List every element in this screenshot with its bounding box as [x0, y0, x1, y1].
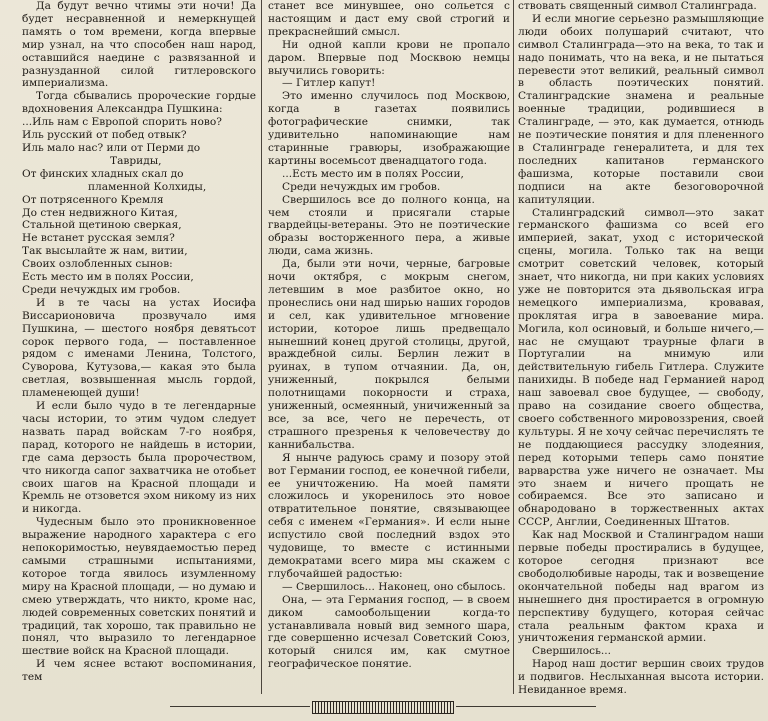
verse-line: Стальной щетиною сверкая, [22, 219, 182, 232]
verse-line: До стен недвижного Китая, [22, 206, 178, 219]
verse-line: От финских хладных скал до [22, 167, 184, 180]
article-column-2 [268, 0, 510, 696]
verse-line: От потрясенного Кремля [22, 193, 164, 206]
article-column-3 [518, 0, 764, 696]
ornament-rule [456, 706, 596, 707]
end-ornament [0, 700, 768, 714]
paragraph: Свершилось... [532, 645, 611, 658]
paragraph: И если было чудо в те легендарные часы истории, то этим чудом следует назвать парад войскам 7-го ноября, парад, которого не найдешь в истории, где сама дерзость была пророчеством, что никогда сапог захватчика не отобьет своих шагов на Красной площади и Кремль не отзовется эхом никому из них и никогда. [22, 400, 256, 516]
article-column-1 [22, 0, 256, 696]
paragraph: Она, — эта Германия господ, — в своем диком самообольщении когда-то устанавливала новый вид земного шара, где совершенно исчезал Советский Союз, который снился им, как смутное географическое понятие. [268, 593, 510, 671]
ornament-rule [170, 706, 310, 707]
paragraph: Свершилось все до полного конца, на чем стояли и присягали старые гвардейцы-ветераны. Это не поэтические образы восторженного пера, а живые люди, сама жизнь. [268, 193, 510, 258]
verse-line: пламенной Колхиды, [88, 180, 207, 193]
verse-line: Своих озлобленных сынов: [22, 258, 173, 271]
ornament-band [312, 701, 454, 714]
quote-line: — Гитлер капут! [282, 77, 376, 90]
verse-line: ...Иль нам с Европой спорить ново? [22, 116, 222, 129]
paragraph: — Свершилось... Наконец, оно сбылось. [282, 580, 506, 593]
verse-line: Не встанет русская земля? [22, 232, 175, 245]
paragraph: И чем яснее встают воспоминания, тем [22, 658, 256, 684]
column-rule [513, 0, 514, 694]
paragraph: ствовать священный символ Сталинграда. [518, 0, 757, 12]
verse-line: Так высылайте ж нам, витии, [22, 245, 188, 258]
verse-line: Иль русский от побед отвык? [22, 129, 187, 142]
pushkin-verse [22, 116, 256, 297]
paragraph: Тогда сбывались пророческие гордые вдохновения Александра Пушкина: [22, 90, 256, 116]
paragraph: Чудесным было это проникновенное выражение народного характера с его непокоримостью, неувядаемостью перед самыми страшными испытаниями, которое тогда явилось изумленному миру на Красной площади, — но думаю и смею утверждать, что никто, кроме нас, людей современных советских понятий и традиций, так хорошо, так правильно не понял, что выразило то легендарное шествие войск на Красной площади. [22, 516, 256, 658]
paragraph: И в те часы на устах Иосифа Виссарионовича прозвучало имя Пушкина, — шестого ноября девятьсот сорок первого года, — поставленное рядом с именами Ленина, Толстого, Суворова, Кутузова,— какая это была светлая, возвышенная мысль гордой, пламенеющей души! [22, 296, 256, 400]
paragraph: Ни одной капли крови не пропало даром. Впервые под Москвою немцы выучились говорить: [268, 38, 510, 77]
paragraph: Сталинградский символ—это закат германского фашизма со всей его империей, закат, уход с исторической сцены, могила. Только так на вещи смотрит советский человек, который знает, что никогда, ни при каких условиях уже не повторится эта дьявольская игра немецкого империализма, кровавая, проклятая игра в завоевание мира. Могила, кол осиновый, и больше ничего,—нас не смущают траурные флаги в Португалии на мнимую или действительную гибель Гитлера. Служите панихиды. В победе над Германией народ наш завоевал свое будущее, — свободу, право на созидание своего общества, своего собственного мировоззрения, своей культуры. Я не хочу сейчас перечислять те не поддающиеся рассудку злодеяния, перед которыми теперь само понятие варварства уже ничего не означает. Мы это знаем и ничего прощать не собираемся. Все это записано и обнародовано в торжественных актах СССР, Англии, Соединенных Штатов. [518, 206, 764, 529]
verse-line: Тавриды, [110, 154, 162, 167]
paragraph: Да будут вечно чтимы эти ночи! Да будет несравненной и немеркнущей память о том времени, когда впервые мир узнал, на что способен наш народ, оставшийся наедине с развязанной и разнузданной силой гитлеровского империализма. [22, 0, 256, 90]
paragraph: Это именно случилось под Москвою, когда в газетах появились фотографические снимки, так удивительно напоминающие нам старинные гравюры, изображающие картины восемьсот двенадцатого года. [268, 90, 510, 167]
verse-line: Среди нечуждых им гробов. [22, 283, 181, 296]
paragraph: станет все минувшее, оно сольется с настоящим и даст ему свой строгий и прекраснейший смысл. [268, 0, 510, 38]
column-rule [261, 0, 262, 694]
verse-line: Есть место им в полях России, [22, 271, 194, 284]
pushkin-verse-repeat [268, 168, 510, 194]
paragraph: Да, были эти ночи, черные, багровые ночи октября, с мокрым снегом, летевшим в мое разбитое окно, но пронеслись они над ширью наших городов и сел, как удивительное мгновение истории, которое лишь предвещало нынешний конец другой столицы, другой, враждебной силы. Берлин лежит в руинах, в тупом отчаянии. Да, он, униженный, покрылся белыми полотнищами покорности и страха, униженный, осмеянный, уничиженный за все, за все, чего не перечесть, от страшного презренья к человечеству до каннибальства. [268, 258, 510, 451]
verse-line: Среди нечуждых им гробов. [282, 180, 441, 193]
paragraph: Я нынче радуюсь сраму и позору этой вот Германии господ, ее конечной гибели, ее уничтожению. На моей памяти сложилось и укоренилось это новое отвратительное понятие, связывающее себя с именем «Германия». И если ныне испустило свой последний вздох это чудовище, то вместе с истинными демократами всего мира мы скажем с глубочайшей радостью: [268, 451, 510, 580]
paragraph: Народ наш достиг вершин своих трудов и подвигов. Неслыханная высота истории. Невиданное время. [518, 658, 764, 696]
paragraph: Как над Москвой и Сталинградом наши первые победы простирались в будущее, которое сегодня признают все свободолюбивые народы, так и возвещение окончательной победы над врагом из нынешнего дня простирается в огромную перспективу будущего, которая сейчас стала реальным фактом краха и уничтожения германской армии. [518, 529, 764, 645]
verse-line: ...Есть место им в полях России, [282, 167, 464, 180]
paragraph: И если многие серьезно размышляющие люди обоих полушарий считают, что символ Сталинграда—это на века, то так и надо понимать, что на века, и не пытаться перевести этот великий, реальный символ в область поэтических понятий. Сталинградские знамена и реальные военные традиции, родившиеся в Сталинграде, — это, как думается, отнюдь не поэтические понятия и для плененного в Сталинграде генералитета, и для тех последних капитанов германского фашизма, которые поставили свои подписи на акте безоговорочной капитуляции. [518, 12, 764, 206]
verse-line: Иль мало нас? или от Перми до [22, 141, 201, 154]
